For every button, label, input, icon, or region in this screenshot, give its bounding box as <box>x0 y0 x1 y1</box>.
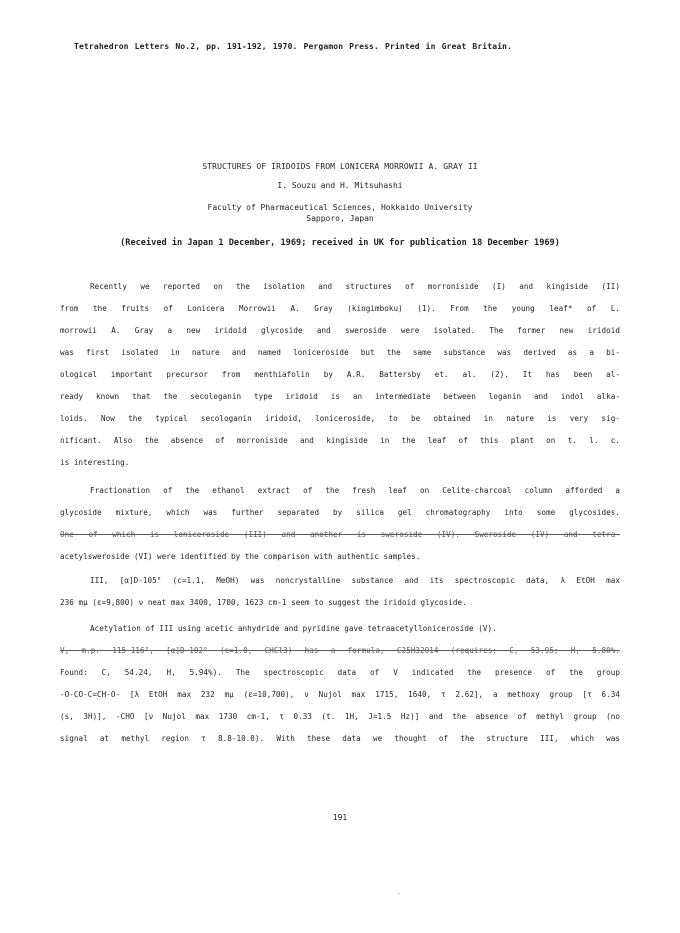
authors: I. Souzu and H. Mitsuhashi <box>277 181 403 190</box>
trailing-mark: - <box>397 890 402 898</box>
body-line: ready known that the secologanin type iridoid is an intermediate between loganin and indol alka- <box>60 392 620 401</box>
body-line: signal at methyl region τ 8.8-10.0). With these data we thought of the structure III, which was <box>60 734 620 743</box>
body-line: III, [α]D-105° (c=1.1, MeOH) was noncrystalline substance and its spectroscopic data, λ EtOH max <box>90 576 620 585</box>
body-line: Fractionation of the ethanol extract of the fresh leaf on Celite-charcoal column afforded a <box>90 486 620 495</box>
body-line: is interesting. <box>60 458 130 467</box>
body-line: Found: C, 54.24, H, 5.94%). The spectroscopic data of V indicated the presence of the group <box>60 668 620 677</box>
body-line: glycoside mixture, which was further separated by silica gel chromatography into some glycosides. <box>60 508 620 517</box>
article-title: STRUCTURES OF IRIDOIDS FROM LONICERA MORROWII A. GRAY II <box>202 162 478 171</box>
body-line: loids. Now the typical secologanin iridoid, loniceroside, to be obtained in nature is very sig- <box>60 414 620 423</box>
body-line: (s, 3H)], -CHO [ν Nujol max 1730 cm-1, τ 0.33 (t. 1H, J=1.5 Hz)] and the absence of methyl group (no <box>60 712 620 721</box>
body-line: acetylsweroside (VI) were identified by the comparison with authentic samples. <box>60 552 421 561</box>
body-line: morrowii A. Gray a new iridoid glycoside and sweroside were isolated. The former new iridoid <box>60 326 620 335</box>
body-line: was first isolated in nature and named loniceroside but the same substance was derived as a bi- <box>60 348 620 357</box>
body-line: 236 mμ (ε=9,800) ν neat max 3400, 1700, 1623 cm-1 seem to suggest the iridoid glycoside. <box>60 598 467 607</box>
body-line-struck: One of which is loniceroside (III) and another is sweroside (IV). Sweroside (IV) and tetra- <box>60 530 620 539</box>
received-note: (Received in Japan 1 December, 1969; received in UK for publication 18 December 1969) <box>120 238 560 248</box>
page-number: 191 <box>332 813 348 822</box>
body-line: Recently we reported on the isolation and structures of morroniside (I) and kingiside (II) <box>90 282 620 291</box>
body-line: nificant. Also the absence of morroniside and kingiside in the leaf of this plant on t. l. c. <box>60 436 620 445</box>
affiliation-line-2: Sapporo, Japan <box>306 214 374 223</box>
body-line-struck: V, m.p. 115-116°, [α]D-102° (c=1.0, CHCl3) has a formula, C25H32O14 (requires: C, 53.95; H, 5.80%. <box>60 646 620 655</box>
body-line: Acetylation of III using acetic anhydride and pyridine gave tetraacetylloniceroside (V). <box>90 624 497 633</box>
body-line: ological important precursor from menthiafolin by A.R. Battersby et. al. (2). It has been al- <box>60 370 620 379</box>
body-line: -O-CO-C=CH-O- [λ EtOH max 232 mμ (ε=10,700), ν Nujol max 1715, 1640, τ 2.62], a methoxy group [τ 6.34 <box>60 690 620 699</box>
body-line: from the fruits of Lonicera Morrowii A. Gray (kingimboku) (1). From the young leaf* of L. <box>60 304 620 313</box>
affiliation-line-1: Faculty of Pharmaceutical Sciences, Hokkaido University <box>207 203 473 212</box>
journal-header: Tetrahedron Letters No.2, pp. 191-192, 1970. Pergamon Press. Printed in Great Britain. <box>74 42 513 51</box>
